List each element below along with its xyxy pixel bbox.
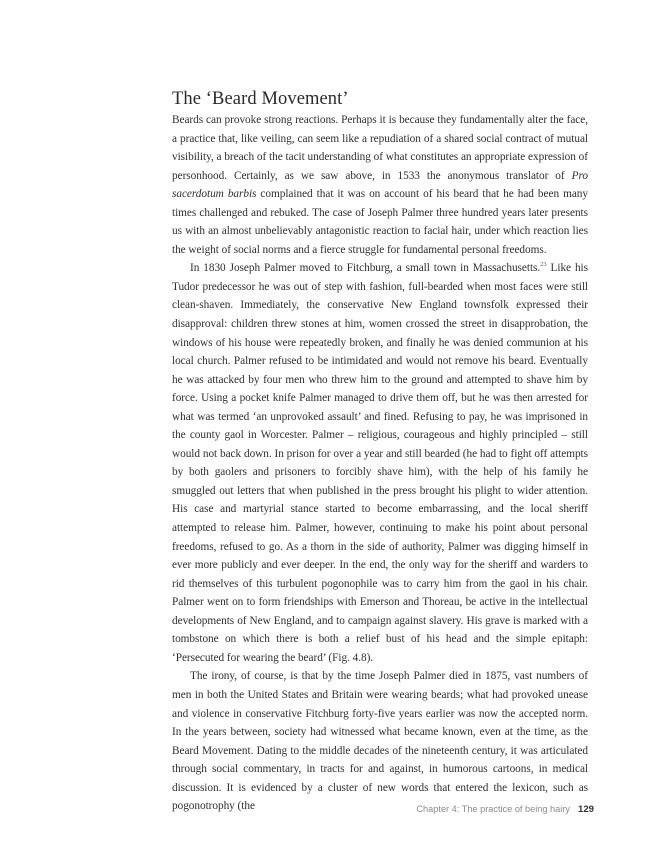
- paragraph-2-text-end: Like his Tudor predecessor he was out of step with fashion, full-bearded when most faces were still clean-shaven. Immediately, the conservative New England townsfolk expressed their disapproval: children threw stones at him, women crossed the street in disapprobation, the windows of his house were repeatedly broken, and finally he was denied communion at his local church. Palmer refused to be intimidated and would not remove his beard. Eventually he was attacked by four men who threw him to the ground and attempted to shave him by force. Using a pocket knife Palmer managed to drive them off, but he was then arrested for what was termed ‘an unprovoked assault’ and fined. Refusing to pay, he was imprisoned in the county gaol in Worcester. Palmer – religious, courageous and highly principled – still would not back down. In prison for over a year and still bearded (he had to fight off attempts by both gaolers and prisoners to forcibly shave him), with the help of his family he smuggled out letters that when published in the press brought his plight to wider attention. His case and martyrial stance started to become embarrassing, and the local sheriff attempted to release him. Palmer, however, continuing to make his point about personal freedoms, refused to go. As a thorn in the side of authority, Palmer was digging himself in ever more publicly and ever deeper. In the end, the only way for the sheriff and warders to rid themselves of this turbulent pogonophile was to carry him from the gaol in his chair. Palmer went on to form friendships with Emerson and Thoreau, be active in the intellectual developments of New England, and to campaign against slavery. His grave is marked with a tombstone on which there is both a relief bust of his head and the simple epitaph: ‘Persecuted for wearing the beard’ (Fig. 4.8).: [172, 262, 588, 664]
- paragraph-1-text-end: complained that it was on account of his beard that he had been many times challenged and rebuked. The case of Joseph Palmer three hundred years later presents us with an almost unbelievably antagonistic reaction to facial hair, under which reaction lies the weight of social norms and a fierce struggle for fundamental personal freedoms.: [172, 188, 588, 256]
- paragraph-1-text: Beards can provoke strong reactions. Perhaps it is because they fundamentally alter the face, a practice that, like veiling, can seem like a repudiation of a shared social contract of mutual visibility, a breach of the tacit understanding of what constitutes an appropriate expression of personhood. Certainly, as we saw above, in 1533 the anonymous translator of: [172, 114, 588, 182]
- paragraph-1: [172, 111, 588, 259]
- paragraph-2: [172, 259, 588, 667]
- page-footer: [416, 804, 594, 815]
- paragraph-1-title-italic: Pro sacerdotum barbis: [172, 169, 588, 201]
- page-number: 129: [577, 804, 594, 815]
- paragraph-2-text-start: In 1830 Joseph Palmer moved to Fitchburg, a small town in Massachusetts.: [190, 262, 541, 275]
- paragraph-3: The irony, of course, is that by the time Joseph Palmer died in 1875, vast numbers of men in both the United States and Britain were wearing beards; what had provoked unease and violence in conservative Fitchburg forty-five years earlier was now the accepted norm. In the years between, society had witnessed what became known, even at the time, as the Beard Movement. Dating to the middle decades of the nineteenth century, it was articulated through social commentary, in tracts for and against, in humorous cartoons, in medical discussion. It is evidenced by a cluster of new words that entered the lexicon, such as pogonotrophy (the: [172, 670, 588, 813]
- section-heading: The ‘Beard Movement’: [172, 89, 349, 109]
- footnote-marker[interactable]: 23: [540, 261, 547, 269]
- running-head: Chapter 4: The practice of being hairy: [416, 804, 570, 814]
- page-body: [172, 88, 588, 816]
